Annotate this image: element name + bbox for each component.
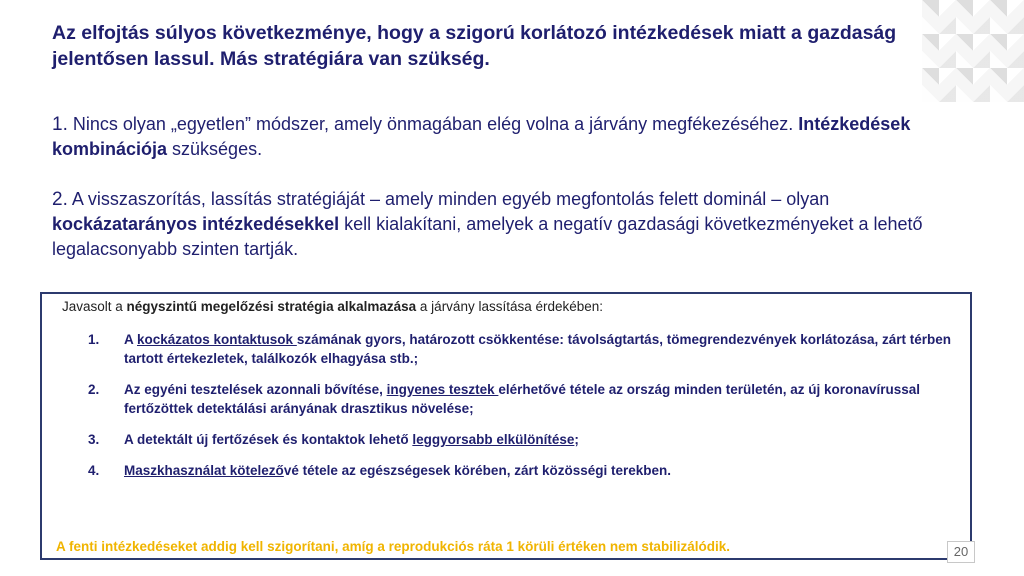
- list-item: [88, 380, 968, 418]
- list-item-pre: A: [124, 332, 137, 347]
- list-item: [88, 430, 968, 449]
- list-item-post: vé tétele az egészségesek körében, zárt közösségi terekben.: [283, 463, 671, 478]
- box-intro-bold: négyszintű megelőzési stratégia alkalmazása: [126, 299, 417, 314]
- list-item-pre: A detektált új fertőzések és kontaktok lehető: [124, 432, 413, 447]
- list-item: [88, 461, 968, 480]
- decorative-tile-pattern: [922, 0, 1024, 102]
- point-2-number: 2.: [52, 189, 68, 210]
- list-item-number: 1.: [88, 332, 100, 347]
- list-item-number: 2.: [88, 382, 100, 397]
- box-intro: [62, 298, 952, 316]
- point-1-bold: Intézkedések kombinációja: [52, 114, 911, 159]
- list-item-link[interactable]: Maszkhasználat kötelező: [124, 463, 284, 478]
- point-1-number: 1.: [52, 114, 68, 135]
- list-item-post: ;: [574, 432, 579, 447]
- slide-title: Az elfojtás súlyos következménye, hogy a szigorú korlátozó intézkedések miatt a gazdaság jelentősen lassul. Más stratégiára van szükség.: [52, 22, 897, 70]
- list-item-post: elérhetővé tétele az ország minden területén, az új koronavírussal fertőzöttek detektálási arányának drasztikus növelése;: [124, 382, 921, 416]
- list-item-link[interactable]: ingyenes tesztek: [386, 382, 499, 397]
- point-1-text-a: Nincs olyan „egyetlen” módszer, amely önmagában elég volna a járvány megfékezéséhez.: [67, 114, 799, 134]
- point-2-bold: kockázatarányos intézkedésekkel: [52, 214, 340, 234]
- strategy-box: [40, 292, 972, 560]
- list-item: [88, 330, 968, 368]
- point-2-text-a: A visszaszorítás, lassítás stratégiáját – amely minden egyéb megfontolás felett dominál – olyan: [67, 189, 830, 209]
- box-intro-a: Javasolt a: [62, 299, 127, 314]
- list-item-number: 4.: [88, 463, 100, 478]
- list-item-pre: Az egyéni tesztelések azonnali bővítése,: [124, 382, 387, 397]
- point-1-text-b: szükséges.: [167, 139, 263, 159]
- point-2: [52, 187, 932, 262]
- point-1: [52, 112, 932, 162]
- page-number: 20: [947, 541, 975, 563]
- list-item-link[interactable]: kockázatos kontaktusok: [137, 332, 297, 347]
- box-intro-b: a járvány lassítása érdekében:: [416, 299, 604, 314]
- list-item-post: számának gyors, határozott csökkentése: távolságtartás, tömegrendezvények korlátozása, zárt térben tartott értekezletek, találkozók elhagyása stb.;: [124, 332, 952, 366]
- point-2-text-b: kell kialakítani, amelyek a negatív gazdasági következményeket a lehető legalacsonyabb szinten tartják.: [52, 214, 923, 259]
- strategy-list: [88, 330, 968, 492]
- closing-note: A fenti intézkedéseket addig kell szigorítani, amíg a reprodukciós ráta 1 körüli értéken nem stabilizálódik.: [56, 539, 730, 554]
- list-item-link[interactable]: leggyorsabb elkülönítése: [412, 432, 575, 447]
- list-item-number: 3.: [88, 432, 100, 447]
